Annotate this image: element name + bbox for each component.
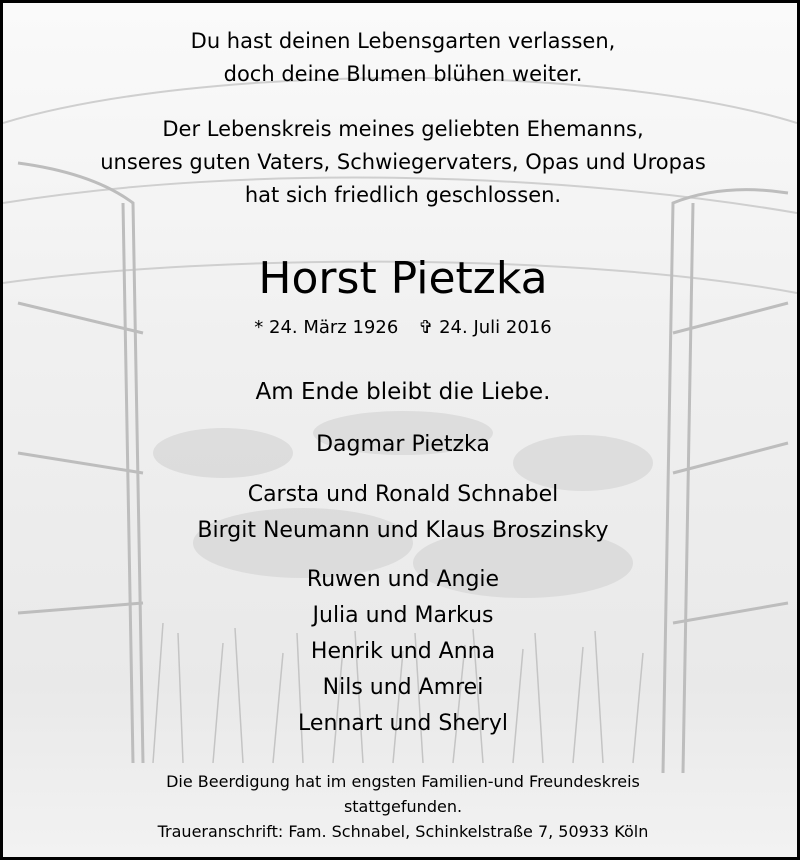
spouse-name: Dagmar Pietzka (316, 432, 490, 457)
life-dates (3, 317, 800, 338)
deceased-name: Horst Pietzka (258, 253, 548, 304)
death-date: ✞ 24. Juli 2016 (418, 317, 552, 338)
child-family: Birgit Neumann und Klaus Broszinsky (197, 518, 609, 543)
grandchild-pair: Julia und Markus (312, 603, 494, 628)
child-family: Carsta und Ronald Schnabel (247, 482, 559, 507)
grandchild-pair: Lennart und Sheryl (298, 711, 508, 736)
verse-line: Du hast deinen Lebensgarten verlassen, (190, 29, 616, 53)
grandchild-pair: Henrik und Anna (310, 639, 496, 664)
grandchild-pair: Nils und Amrei (322, 675, 484, 700)
verse-line: doch deine Blumen blühen weiter. (223, 62, 583, 86)
funeral-note: Die Beerdigung hat im engsten Familien-und Freundeskreis (166, 772, 640, 791)
mourning-address: Traueranschrift: Fam. Schnabel, Schinkelstraße 7, 50933 Köln (157, 822, 649, 841)
intro-line: Der Lebenskreis meines geliebten Ehemanns, (162, 117, 644, 141)
grandchild-pair: Ruwen und Angie (306, 567, 500, 592)
intro-line: hat sich friedlich geschlossen. (244, 183, 562, 207)
funeral-note: stattgefunden. (343, 797, 463, 816)
motto: Am Ende bleibt die Liebe. (255, 379, 551, 405)
intro-line: unseres guten Vaters, Schwiegervaters, Opas und Uropas (100, 150, 706, 174)
birth-date: * 24. März 1926 (254, 317, 399, 338)
